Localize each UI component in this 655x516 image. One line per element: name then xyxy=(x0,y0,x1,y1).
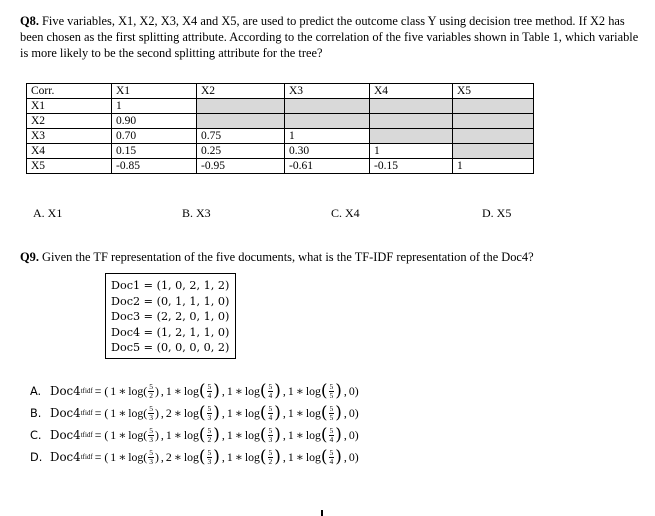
term-coefficient: 1 xyxy=(226,427,233,442)
fraction xyxy=(207,449,213,466)
multiply-sign: ∗ xyxy=(295,405,304,420)
option-doc-name: Doc4 xyxy=(50,450,81,464)
left-paren: ( xyxy=(198,447,206,467)
comma: , xyxy=(221,405,225,420)
fraction xyxy=(329,405,335,422)
fraction-denominator: 3 xyxy=(207,412,212,422)
fraction-numerator: 5 xyxy=(329,403,334,413)
left-paren: ( xyxy=(320,403,328,423)
table-header-cell: X4 xyxy=(370,84,453,99)
fraction-numerator: 5 xyxy=(207,425,212,435)
fraction-numerator: 5 xyxy=(207,447,212,457)
multiply-sign: ∗ xyxy=(118,405,127,420)
table-cell: X2 xyxy=(27,114,112,129)
term-coefficient: 1 xyxy=(226,383,233,398)
left-paren: ( xyxy=(320,381,328,401)
option-subscript: tfidf xyxy=(80,387,93,395)
q9-option-c[interactable] xyxy=(30,424,359,446)
left-paren: ( xyxy=(320,447,328,467)
doc-vector: Doc3 = (2, 2, 0, 1, 0) xyxy=(111,310,230,324)
table-cell-shaded xyxy=(453,129,534,144)
left-paren: ( xyxy=(143,427,148,442)
table-cell: 0.25 xyxy=(197,144,285,159)
left-paren: ( xyxy=(320,425,328,445)
table-header-cell: Corr. xyxy=(27,84,112,99)
table-cell: X3 xyxy=(27,129,112,144)
fraction-denominator: 2 xyxy=(268,456,273,466)
right-paren: ) xyxy=(154,383,159,398)
table-cell: 1 xyxy=(285,129,370,144)
fraction-numerator: 5 xyxy=(329,447,334,457)
table-cell: X5 xyxy=(27,159,112,174)
comma: , xyxy=(343,405,347,420)
right-paren: ) xyxy=(335,381,342,401)
term-coefficient: 1 xyxy=(165,383,172,398)
fraction xyxy=(207,383,213,400)
right-paren: ) xyxy=(335,447,342,467)
table-cell: 0.90 xyxy=(112,114,197,129)
option-label: D. xyxy=(30,450,43,464)
term-log: log xyxy=(128,383,144,398)
multiply-sign: ∗ xyxy=(173,449,182,464)
left-paren: ( xyxy=(198,403,206,423)
term-log: log xyxy=(128,427,144,442)
table-cell: -0.61 xyxy=(285,159,370,174)
question-8-number: Q8. xyxy=(20,14,39,28)
table-cell: 0.70 xyxy=(112,129,197,144)
fraction xyxy=(268,449,274,466)
table-cell: 1 xyxy=(453,159,534,174)
table-cell: -0.95 xyxy=(197,159,285,174)
fraction-numerator: 5 xyxy=(268,381,273,391)
right-paren: ) xyxy=(154,405,159,420)
comma: , xyxy=(160,383,164,398)
left-paren: ( xyxy=(143,383,148,398)
doc-vector: Doc4 = (1, 2, 1, 1, 0) xyxy=(111,325,230,339)
question-8-text: Five variables, X1, X2, X3, X4 and X5, are used to predict the outcome class Y using decision tree method. If X2 has been chosen as the first splitting attribute. According to the correlation of the five variables shown in Table 1, which variable is more likely to be the second splitting attribute for the tree? xyxy=(20,14,639,60)
comma: , xyxy=(282,383,286,398)
fraction-denominator: 5 xyxy=(329,390,334,400)
fraction-denominator: 4 xyxy=(268,390,273,400)
q9-option-b[interactable] xyxy=(30,402,359,424)
comma: , xyxy=(343,449,347,464)
multiply-sign: ∗ xyxy=(295,427,304,442)
term-coefficient: 2 xyxy=(165,405,172,420)
last-term: 0) xyxy=(348,427,359,442)
term-log: log xyxy=(305,405,321,420)
table-cell-shaded xyxy=(285,99,370,114)
multiply-sign: ∗ xyxy=(295,449,304,464)
doc-vector: Doc2 = (0, 1, 1, 1, 0) xyxy=(111,294,230,308)
question-9-text: Given the TF representation of the five documents, what is the TF-IDF representation of the Doc4? xyxy=(38,250,534,264)
term-coefficient: 1 xyxy=(165,427,172,442)
correlation-table xyxy=(26,83,534,174)
fraction-denominator: 2 xyxy=(149,390,153,400)
fraction-denominator: 4 xyxy=(329,434,334,444)
fraction xyxy=(329,449,335,466)
fraction-numerator: 5 xyxy=(149,447,153,457)
table-cell: 0.75 xyxy=(197,129,285,144)
comma: , xyxy=(282,427,286,442)
fraction-numerator: 5 xyxy=(207,403,212,413)
comma: , xyxy=(221,427,225,442)
fraction-denominator: 5 xyxy=(329,412,334,422)
fraction-denominator: 3 xyxy=(149,456,153,466)
multiply-sign: ∗ xyxy=(234,405,243,420)
option-doc-name: Doc4 xyxy=(50,406,81,420)
table-cell-shaded xyxy=(197,114,285,129)
left-paren: ( xyxy=(143,405,148,420)
comma: , xyxy=(160,405,164,420)
table-cell-shaded xyxy=(370,114,453,129)
last-term: 0) xyxy=(348,405,359,420)
multiply-sign: ∗ xyxy=(118,383,127,398)
question-9-number: Q9. xyxy=(20,250,39,264)
q8-choice-d[interactable]: D. X5 xyxy=(482,206,512,220)
multiply-sign: ∗ xyxy=(118,449,127,464)
left-paren: ( xyxy=(259,403,267,423)
multiply-sign: ∗ xyxy=(173,427,182,442)
term-log: log xyxy=(305,427,321,442)
left-paren: ( xyxy=(198,425,206,445)
comma: , xyxy=(160,449,164,464)
fraction-numerator: 5 xyxy=(268,447,273,457)
term-log: log xyxy=(128,449,144,464)
fraction-denominator: 4 xyxy=(268,412,273,422)
fraction-numerator: 5 xyxy=(329,425,334,435)
last-term: 0) xyxy=(348,449,359,464)
term-log: log xyxy=(183,427,199,442)
fraction-denominator: 3 xyxy=(149,412,153,422)
right-paren: ) xyxy=(213,381,220,401)
comma: , xyxy=(221,449,225,464)
table-cell-shaded xyxy=(285,114,370,129)
equals-sign: = ( xyxy=(94,449,109,464)
tf-document-box xyxy=(105,273,236,359)
term-coefficient: 1 xyxy=(110,449,117,464)
doc-vector: Doc5 = (0, 0, 0, 0, 2) xyxy=(111,341,230,355)
table-cell-shaded xyxy=(197,99,285,114)
table-cell: -0.85 xyxy=(112,159,197,174)
fraction xyxy=(148,449,154,466)
fraction xyxy=(148,405,154,422)
question-8 xyxy=(20,13,640,61)
option-subscript: tfidf xyxy=(80,453,93,461)
fraction xyxy=(207,427,213,444)
left-paren: ( xyxy=(143,449,148,464)
fraction xyxy=(329,383,335,400)
table-cell: 0.15 xyxy=(112,144,197,159)
comma: , xyxy=(221,383,225,398)
fraction xyxy=(268,405,274,422)
term-log: log xyxy=(305,449,321,464)
left-paren: ( xyxy=(198,381,206,401)
fraction-denominator: 3 xyxy=(268,434,273,444)
term-log: log xyxy=(183,383,199,398)
fraction-denominator: 4 xyxy=(329,456,334,466)
fraction xyxy=(268,427,274,444)
right-paren: ) xyxy=(274,447,281,467)
fraction-denominator: 3 xyxy=(207,456,212,466)
table-cell: X4 xyxy=(27,144,112,159)
option-doc-name: Doc4 xyxy=(50,384,81,398)
term-log: log xyxy=(244,405,260,420)
fraction-numerator: 5 xyxy=(268,425,273,435)
fraction xyxy=(148,427,154,444)
fraction-denominator: 3 xyxy=(149,434,153,444)
right-paren: ) xyxy=(335,425,342,445)
question-9 xyxy=(20,250,534,265)
term-coefficient: 1 xyxy=(287,383,294,398)
term-coefficient: 1 xyxy=(110,383,117,398)
option-subscript: tfidf xyxy=(80,409,93,417)
multiply-sign: ∗ xyxy=(173,383,182,398)
option-label: B. xyxy=(30,406,42,420)
right-paren: ) xyxy=(213,447,220,467)
q8-choice-c[interactable]: C. X4 xyxy=(331,206,360,220)
table-row xyxy=(27,129,534,144)
table-row xyxy=(27,99,534,114)
right-paren: ) xyxy=(213,425,220,445)
equals-sign: = ( xyxy=(94,427,109,442)
left-paren: ( xyxy=(259,381,267,401)
table-cell: 1 xyxy=(370,144,453,159)
right-paren: ) xyxy=(213,403,220,423)
q8-choice-b[interactable]: B. X3 xyxy=(182,206,211,220)
fraction xyxy=(329,427,335,444)
fraction xyxy=(268,383,274,400)
comma: , xyxy=(282,449,286,464)
table-cell-shaded xyxy=(453,144,534,159)
right-paren: ) xyxy=(274,403,281,423)
table-cell: 0.30 xyxy=(285,144,370,159)
table-row xyxy=(27,114,534,129)
q8-choice-a[interactable]: A. X1 xyxy=(33,206,63,220)
fraction xyxy=(207,405,213,422)
equals-sign: = ( xyxy=(94,383,109,398)
fraction-numerator: 5 xyxy=(149,425,153,435)
equals-sign: = ( xyxy=(94,405,109,420)
term-coefficient: 1 xyxy=(287,449,294,464)
term-coefficient: 1 xyxy=(287,405,294,420)
right-paren: ) xyxy=(274,381,281,401)
term-log: log xyxy=(244,383,260,398)
table-cell-shaded xyxy=(370,129,453,144)
table-cell-shaded xyxy=(453,114,534,129)
fraction-numerator: 5 xyxy=(207,381,212,391)
comma: , xyxy=(282,405,286,420)
multiply-sign: ∗ xyxy=(234,449,243,464)
comma: , xyxy=(343,383,347,398)
right-paren: ) xyxy=(154,427,159,442)
left-paren: ( xyxy=(259,447,267,467)
term-coefficient: 1 xyxy=(226,449,233,464)
multiply-sign: ∗ xyxy=(173,405,182,420)
fraction-denominator: 4 xyxy=(207,390,212,400)
option-label: A. xyxy=(30,384,42,398)
multiply-sign: ∗ xyxy=(118,427,127,442)
table-cell: -0.15 xyxy=(370,159,453,174)
q9-option-a[interactable] xyxy=(30,380,359,402)
table-row xyxy=(27,159,534,174)
term-coefficient: 1 xyxy=(287,427,294,442)
fraction-numerator: 5 xyxy=(329,381,334,391)
table-row xyxy=(27,144,534,159)
comma: , xyxy=(160,427,164,442)
fraction-numerator: 5 xyxy=(268,403,273,413)
table-header-cell: X1 xyxy=(112,84,197,99)
table-cell-shaded xyxy=(453,99,534,114)
multiply-sign: ∗ xyxy=(295,383,304,398)
left-paren: ( xyxy=(259,425,267,445)
term-log: log xyxy=(183,449,199,464)
page-edge-mark xyxy=(321,510,323,516)
term-log: log xyxy=(128,405,144,420)
table-header-row xyxy=(27,84,534,99)
fraction-numerator: 5 xyxy=(149,381,153,391)
fraction-numerator: 5 xyxy=(149,403,153,413)
table-cell-shaded xyxy=(370,99,453,114)
term-coefficient: 1 xyxy=(110,427,117,442)
doc-vector: Doc1 = (1, 0, 2, 1, 2) xyxy=(111,279,230,292)
fraction-denominator: 2 xyxy=(207,434,212,444)
right-paren: ) xyxy=(154,449,159,464)
last-term: 0) xyxy=(348,383,359,398)
option-label: C. xyxy=(30,428,42,442)
term-log: log xyxy=(244,449,260,464)
multiply-sign: ∗ xyxy=(234,383,243,398)
term-log: log xyxy=(244,427,260,442)
fraction xyxy=(148,383,154,400)
table-header-cell: X2 xyxy=(197,84,285,99)
right-paren: ) xyxy=(274,425,281,445)
term-log: log xyxy=(183,405,199,420)
term-coefficient: 2 xyxy=(165,449,172,464)
right-paren: ) xyxy=(335,403,342,423)
q9-option-d[interactable] xyxy=(30,446,359,468)
comma: , xyxy=(343,427,347,442)
table-cell: X1 xyxy=(27,99,112,114)
table-header-cell: X5 xyxy=(453,84,534,99)
term-coefficient: 1 xyxy=(110,405,117,420)
table-cell: 1 xyxy=(112,99,197,114)
option-subscript: tfidf xyxy=(80,431,93,439)
table-header-cell: X3 xyxy=(285,84,370,99)
multiply-sign: ∗ xyxy=(234,427,243,442)
term-coefficient: 1 xyxy=(226,405,233,420)
option-doc-name: Doc4 xyxy=(50,428,81,442)
term-log: log xyxy=(305,383,321,398)
